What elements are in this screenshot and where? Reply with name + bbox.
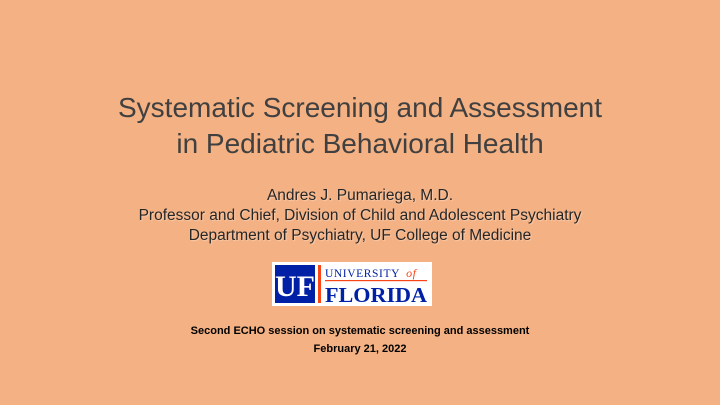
logo-university: UNIVERSITY [325,268,400,280]
session-info [0,322,720,358]
svg-text:UNIVERSITY of [325,266,418,280]
slide-title [0,90,720,162]
session-description: Second ECHO session on systematic screening and assessment [190,325,530,337]
slide-title-line-2: in Pediatric Behavioral Health [176,128,544,159]
session-date: February 21, 2022 [313,343,407,355]
author-block [0,186,720,246]
author-name: Andres J. Pumariega, M.D. [266,187,454,204]
slide-title-line-1: Systematic Screening and Assessment [117,92,602,123]
author-position: Professor and Chief, Division of Child and Adolescent Psychiatry [138,207,582,224]
logo-florida: FLORIDA [325,283,428,306]
logo-of: of [406,266,417,280]
author-department: Department of Psychiatry, UF College of Medicine [188,227,532,244]
uf-logo-icon [272,262,432,306]
logo-monogram: UF [275,270,315,303]
